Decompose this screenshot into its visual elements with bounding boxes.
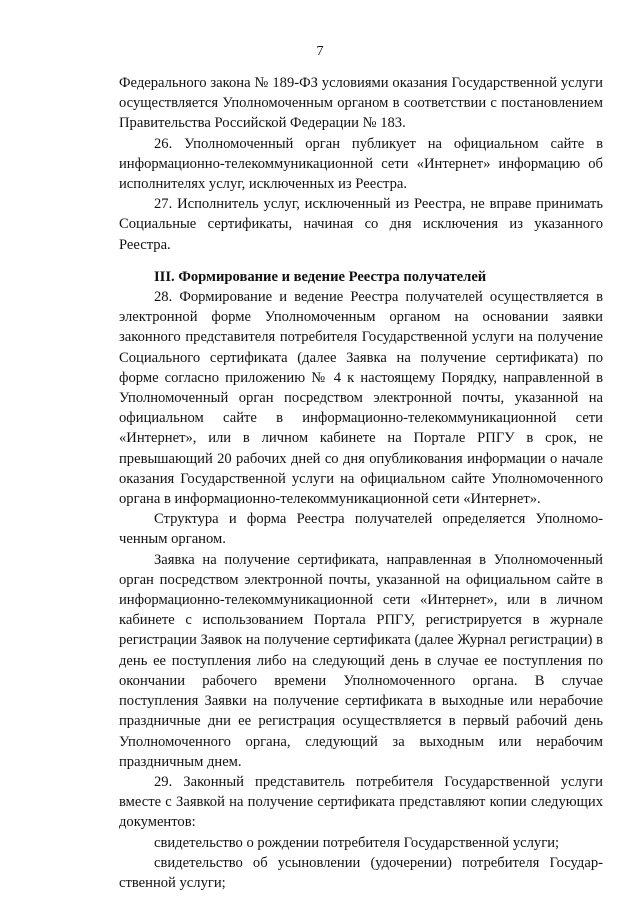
document-body [119, 73, 603, 893]
paragraph-28: 28. Формирование и ведение Реестра получателей осуществляется в электронной форме Уполномоченным органом на основании заявки законного представителя потребителя Государственной услуги на получение Социального сертификата (далее Заявка на получение сертификата) по форме согласно приложению № 4 к настоящему Порядку, направленной в Уполномоченный орган посредством электронной почты, указанной на официальном сайте в информационно-телекоммуникационной сети «Интернет», или в личном кабинете на Портале РПГУ в срок, не превышающий 20 рабочих дней со дня опубликования информации о начале оказания Государственной услуги на официальном сайте Уполномоченного органа в информационно-телекоммуникационной сети «Интернет». [119, 289, 603, 508]
paragraph-27: 27. Исполнитель услуг, исключенный из Реестра, не вправе принимать Социальные сертификаты, начиная со дня исключения из указанного Реестра. [119, 196, 603, 253]
list-item-birth-certificate: свидетельство о рождении потребителя Государственной услуги; [154, 834, 560, 851]
paragraph-application: Заявка на получение сертификата, направленная в Уполномоченный орган посредством электронной почты, указанной на официальном сайте в информационно-телекоммуникационной сети «Интернет», или в личном кабинете с использованием Портала РПГУ, регистрируется в журнале регистрации Заявок на получение сертификата (далее Журнал регистрации) в день ее поступления либо на следующий день в случае ее поступления по окончании рабочего времени Уполномоченного органа. В случае поступления Заявки на получение сертификата в выходные или нерабочие праздничные дни ее регистрация осуществляется в первый рабочий день Уполномоченного органа, следующий за выходным или нерабочим праздничным днем. [119, 551, 603, 770]
paragraph-29: 29. Законный представитель потребителя Государственной услуги вместе с Заявкой на получение сертификата представляют копии следующих документов: [119, 773, 603, 831]
page-number: 7 [316, 44, 324, 59]
paragraph-26: 26. Уполномоченный орган публикует на официальном сайте в информационно-телекоммуникационной сети «Интернет» информацию об исполнителях услуг, исключенных из Реестра. [119, 135, 603, 193]
list-item-adoption-certificate: свидетельство об усыновлении (удочерении) потребителя Государ-ственной услуги; [119, 854, 603, 891]
paragraph-structure: Структура и форма Реестра получателей определяется Уполномо-ченным органом. [119, 511, 603, 548]
paragraph-intro: Федерального закона № 189-ФЗ условиями оказания Государственной услуги осуществляется Уполномоченным органом в соответствии с постановлением Правительства Российской Федерации № 183. [119, 75, 603, 132]
section-heading: III. Формирование и ведение Реестра получателей [154, 268, 487, 285]
